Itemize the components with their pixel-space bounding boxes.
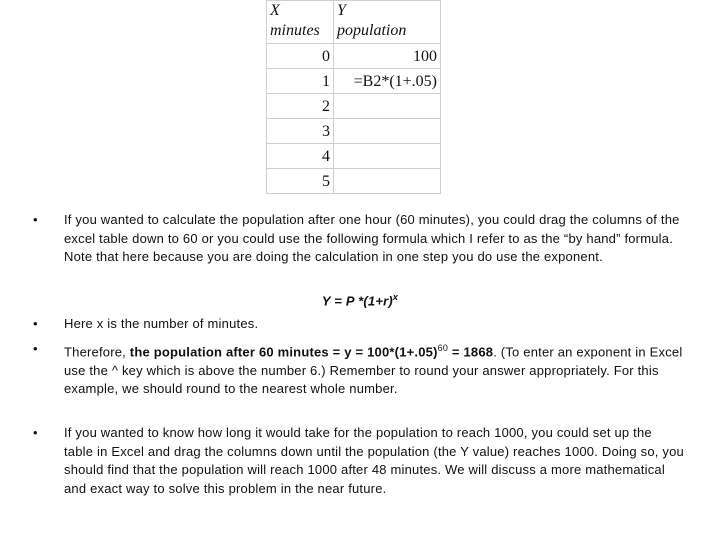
x-cell[interactable]: 3 [267,119,334,144]
growth-formula [0,292,720,308]
x-cell[interactable]: 5 [267,169,334,194]
x-cell[interactable]: 2 [267,94,334,119]
bullet3-rest: . (To enter an exponent in Excel use the ^ key which is above the number 6.) Remember to round your answer appropriately. For this example, we should round to the nearest whole number. [64,344,683,397]
bullet-paragraph-4: If you wanted to know how long it would take for the population to reach 1000, you could set up the table in Excel and drag the columns down until the population (the Y value) reaches 1000. Doing so, you should find that the population will reach 1000 after 48 minutes. We will discuss a more mathematical and exact way to solve this problem in the near future. [64,425,684,496]
formula-exponent: x [392,292,399,302]
bullet3-lead: Therefore, [64,344,130,360]
y-cell[interactable]: =B2*(1+.05) [334,69,441,94]
bullet3-exponent: 60 [437,343,449,353]
bullet-marker: • [33,341,38,356]
bullet-marker: • [33,316,38,331]
bullet-paragraph-2: Here x is the number of minutes. [64,316,259,331]
bullet3-result: = 1868 [448,344,494,360]
x-cell[interactable]: 4 [267,144,334,169]
y-label: population [337,22,407,39]
formula-base: Y = P *(1+r) [321,293,393,309]
bullet-marker: • [33,212,38,227]
bullet3-bold: the population after 60 minutes = y = 100*(1+.05) [129,344,438,360]
bullet-marker: • [33,425,38,440]
y-variable: Y [337,2,346,19]
bullet-paragraph-3 [64,339,684,399]
y-cell[interactable]: 100 [334,44,441,69]
x-cell[interactable]: 0 [267,44,334,69]
x-label: minutes [270,22,320,39]
bullet-paragraph-1: If you wanted to calculate the population after one hour (60 minutes), you could drag the columns of the excel table down to 60 or you could use the following formula which I refer to as the “by hand” formula. Note that here because you are doing the calculation in one step you do use the exponent. [64,212,680,264]
x-variable: X [270,2,280,19]
x-cell[interactable]: 1 [267,69,334,94]
